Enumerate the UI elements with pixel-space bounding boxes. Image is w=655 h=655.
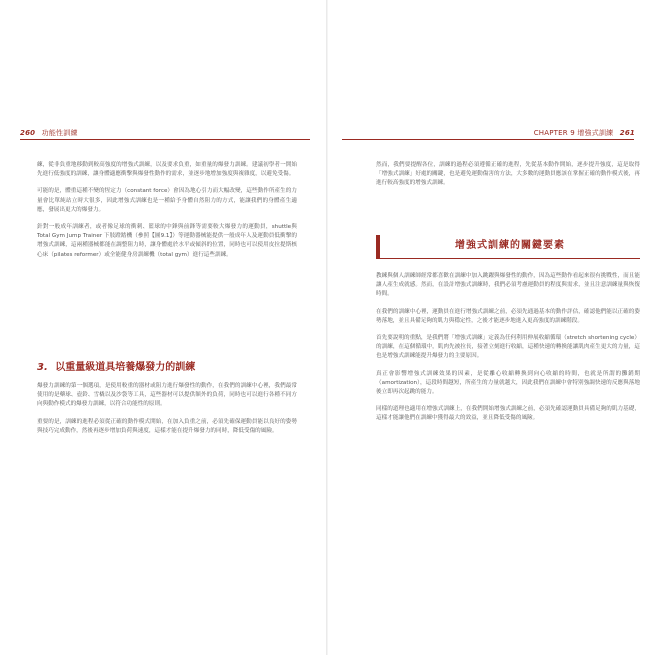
header-rule xyxy=(20,139,310,140)
page-number: 261 xyxy=(619,129,635,137)
paragraph: 可能的是，體重這種不變的恆定力（constant force）會因為地心引力而大幅改變，這些動作所產生的力量會比單純站立時大很多，因此增強式訓練也是一種給予身體自然阻力的方式，能讓我們的身體產生適應，發展出更大的爆發力。 xyxy=(37,188,297,213)
section-heading-box xyxy=(376,235,640,259)
header-rule xyxy=(342,139,634,140)
body-text-top xyxy=(37,161,297,268)
left-page xyxy=(0,0,327,655)
paragraph: 重要的是，訓練的進程必須從正確的動作模式開始，在加入負重之前，必須先確保運動員能以良好的姿勢與技巧完成動作，然後再逐步增加負荷與速度，這樣才能在提升爆發力的同時，降低受傷的風險。 xyxy=(37,418,297,434)
body-text-top xyxy=(376,161,640,197)
running-title: 功能性訓練 xyxy=(41,129,78,137)
paragraph: 首先要說明的重點，是我們將「增強式訓練」定義為任何利用伸展收縮循環（stretch shortening cycle）的訓練，在這個循環中，肌肉先被拉長，接著立刻進行收縮，這種快速的轉換能讓肌肉產生更大的力量，這也是增強式訓練能提升爆發力的主要原因。 xyxy=(376,335,640,360)
page-number: 260 xyxy=(20,129,36,137)
body-text-bottom xyxy=(37,382,297,444)
section-heading-number: 3. xyxy=(37,362,48,373)
body-text-bottom xyxy=(376,272,640,432)
running-head-right xyxy=(534,128,635,138)
paragraph: 然而，我們要提醒各位，訓練的過程必須遵循正確的進程，先從基本動作開始，逐步提升強度，這是取得「增強式訓練」好處的關鍵，也是避免運動傷害的方法，大多數的運動員應該在掌握正確的動作模式後，再進行較高強度的增強式訓練。 xyxy=(376,162,640,187)
paragraph: 在我們的訓練中心裡，運動員在進行增強式訓練之前，必須先通過基本的動作評估，確認他們能以正確的姿勢落地，並且具備足夠的肌力與穩定性，之後才能逐步地進入更高強度的訓練階段。 xyxy=(376,308,640,324)
paragraph: 同樣的道理也適用在增強式訓練上，在我們開始增強式訓練之前，必須先確認運動員具備足夠的肌力基礎，這樣才能讓他們在訓練中獲得最大的效益，並且降低受傷的風險。 xyxy=(376,406,640,422)
right-page xyxy=(328,0,655,655)
paragraph: 爆發力訓練的第一個選項，是使用較重的器材或阻力進行爆發性的動作，在我們的訓練中心裡，我們最常使用的是藥球、壺鈴、雪橇以及沙袋等工具，這些器材可以提供額外的負荷，同時也可以進行各種不同方向與動作模式的爆發力訓練，以符合功能性的原則。 xyxy=(37,383,297,408)
paragraph: 真正會影響增強式訓練效果的因素，是從離心收縮轉換到向心收縮的時間，也就是所謂的攤銷期（amortization），這段時間越短，所產生的力量就越大，因此我們在訓練中會特別強調快速的反應與落地後立即再次起跳的能力。 xyxy=(376,370,640,396)
section-heading xyxy=(37,358,195,373)
paragraph: 教練與個人訓練師經常都喜歡在訓練中加入跳躍與爆發性的動作，因為這些動作看起來很有挑戰性，而且能讓人產生成就感。然而，在設計增強式訓練時，我們必須考慮運動員的程度與需求，並且注意訓練量與恢復時間。 xyxy=(376,273,640,298)
section-heading-text: 增強式訓練的關鍵要素 xyxy=(455,240,565,251)
section-heading-text: 以重量級道具培養爆發力的訓練 xyxy=(55,362,196,373)
paragraph: 針對一般成年訓練者，或者像足球的衝刺、籃球的中鋒與前鋒等需要較大爆發力的運動員，shuttle與Total Gym Jump Trainer 下肢蹬踏機（參照【圖9.1】）等運動器械能提供一般成年人及運動員低衝擊的增強式訓練，這兩種器械都能在調整阻力時，讓身體處於水平或傾斜的位置，同時也可以使用皮拉提斯核心床（pilates reformer）或全能健身房訓練機（total gym）進行這些訓練。 xyxy=(37,224,297,258)
running-head-left xyxy=(20,128,78,138)
paragraph: 練，從非負重地移動到較高強度的增強式訓練，以及要求負重，如重量的爆發力訓練。建議初學者一開始先進行低強度的訓練，讓身體適應衝擊與爆發性動作的需求，並逐步地增加強度與複雜度，以避免受傷。 xyxy=(37,162,297,178)
chapter-label: CHAPTER 9 xyxy=(533,129,575,137)
running-title: 增強式訓練 xyxy=(577,129,614,137)
